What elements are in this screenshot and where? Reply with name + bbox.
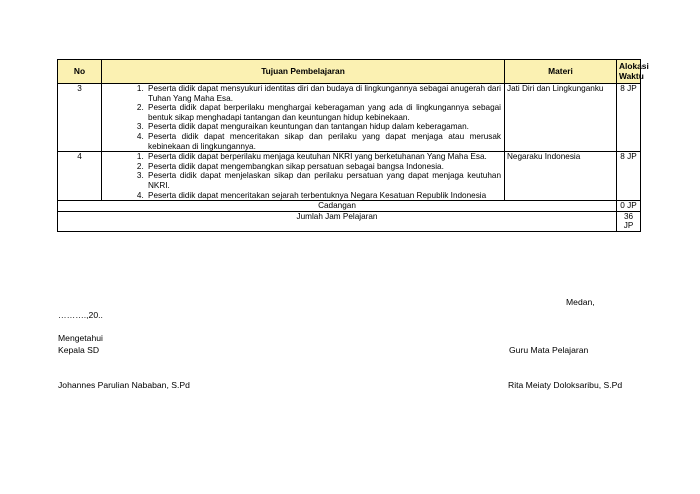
acknowledge-label: Mengetahui xyxy=(58,333,103,343)
cadangan-row xyxy=(58,201,641,212)
header-tujuan: Tujuan Pembelajaran xyxy=(102,60,505,84)
learning-goals-list xyxy=(102,152,501,200)
materi-cell: Jati Diri dan Lingkunganku xyxy=(505,84,617,152)
total-label: Jumlah Jam Pelajaran xyxy=(58,211,617,231)
learning-goal: 1. Peserta didik dapat berperilaku menjaga keutuhan NKRI yang berketuhanan Yang Maha Esa. xyxy=(146,152,501,162)
principal-name: Johannes Parulian Nababan, S.Pd xyxy=(58,380,190,390)
learning-goal: 2. Peserta didik dapat berperilaku menghargai keberagaman yang ada di lingkungannya sebagai bentuk sikap menghadapi tantangan dan keuntungan hidup kebinekaan. xyxy=(146,103,501,122)
learning-goals-list xyxy=(102,84,501,151)
learning-goal: 3. Peserta didik dapat menguraikan keuntungan dan tantangan hidup dalam keberagaman. xyxy=(146,122,501,132)
table-row xyxy=(58,152,641,201)
learning-goals-cell xyxy=(102,152,505,201)
learning-goal: 2. Peserta didik dapat mengembangkan sikap persatuan sebagai bangsa Indonesia. xyxy=(146,162,501,172)
total-value: 36 JP xyxy=(617,211,641,231)
learning-plan-table xyxy=(57,59,649,232)
learning-goals-cell xyxy=(102,84,505,152)
cadangan-label: Cadangan xyxy=(58,201,617,212)
materi-cell: Negaraku Indonesia xyxy=(505,152,617,201)
teacher-name: Rita Meiaty Doloksaribu, S.Pd xyxy=(508,380,623,390)
learning-goal: 4. Peserta didik dapat menceritakan sejarah terbentuknya Negara Kesatuan Republik Indonesia xyxy=(146,191,501,201)
header-no: No xyxy=(58,60,102,84)
table-row xyxy=(58,84,641,152)
learning-goal: 3. Peserta didik dapat menjelaskan sikap dan perilaku persatuan yang dapat menjaga keutuhan NKRI. xyxy=(146,171,501,190)
row-number: 3 xyxy=(58,84,102,152)
learning-goal: 1. Peserta didik dapat mensyukuri identitas diri dan budaya di lingkungannya sebagai anugerah dari Tuhan Yang Maha Esa. xyxy=(146,84,501,103)
alokasi-cell: 8 JP xyxy=(617,152,641,201)
alokasi-cell: 8 JP xyxy=(617,84,641,152)
row-number: 4 xyxy=(58,152,102,201)
table-header-row xyxy=(58,60,641,84)
header-alokasi: Alokasi Waktu xyxy=(617,60,641,84)
total-row xyxy=(58,211,641,231)
learning-goal: 4. Peserta didik dapat menceritakan sikap dan perilaku yang dapat menjaga atau merusak kebinekaan di lingkungannya. xyxy=(146,132,501,151)
cadangan-value: 0 JP xyxy=(617,201,641,212)
teacher-title: Guru Mata Pelajaran xyxy=(509,345,589,355)
header-materi: Materi xyxy=(505,60,617,84)
city-label: Medan, xyxy=(566,297,595,307)
principal-title: Kepala SD xyxy=(58,345,100,355)
date-placeholder: ……….,20.. xyxy=(58,310,103,320)
